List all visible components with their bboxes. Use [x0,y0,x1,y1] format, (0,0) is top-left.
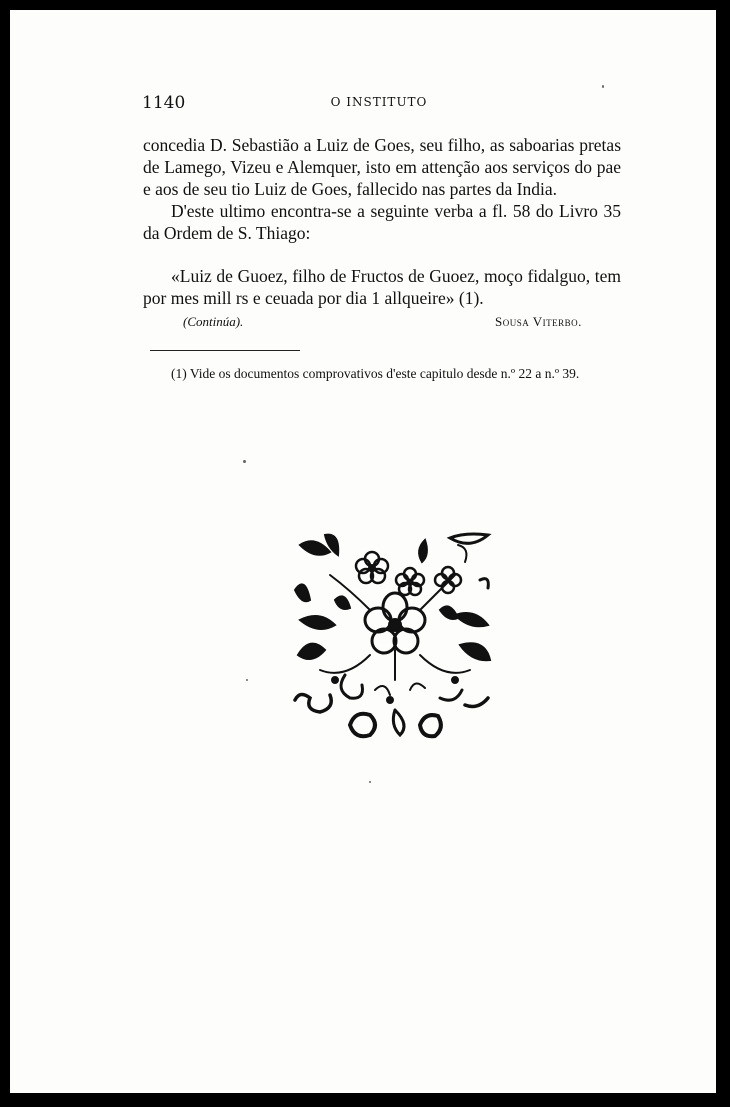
footnote-divider [150,350,300,351]
print-speck [243,460,246,463]
print-speck [246,679,248,681]
quote-text: «Luiz de Guoez, filho de Fructos de Guoez, moço fidalguo, tem por mes mill rs e ceuada por dia 1 allqueire» (1). [143,266,621,308]
body-text [143,134,621,244]
running-title: O INSTITUTO [330,95,428,109]
central-flower [365,593,425,653]
footnote-text: (1) Vide os documentos comprovativos d'este capitulo desde n.º 22 a n.º 39. [171,366,580,381]
floral-vignette-icon [290,530,500,745]
page-header [142,93,616,117]
footnote [143,364,631,383]
paragraph: concedia D. Sebastião a Luiz de Goes, seu filho, as saboarias pretas de Lamego, Vizeu e Alemquer, isto em attenção aos serviços do pae e aos de seu tio Luiz de Goes, fallecido nas partes da India. [143,135,621,199]
print-speck [602,85,604,88]
continuation-note: (Continúa). [183,314,244,329]
paragraph: D'este ultimo encontra-se a seguinte verba a fl. 58 do Livro 35 da Ordem de S. Thiago: [143,201,621,243]
quoted-verba [143,265,621,309]
author-signature: Sousa Viterbo. [495,314,582,329]
page-number: 1140 [142,93,186,113]
print-speck [369,781,371,783]
